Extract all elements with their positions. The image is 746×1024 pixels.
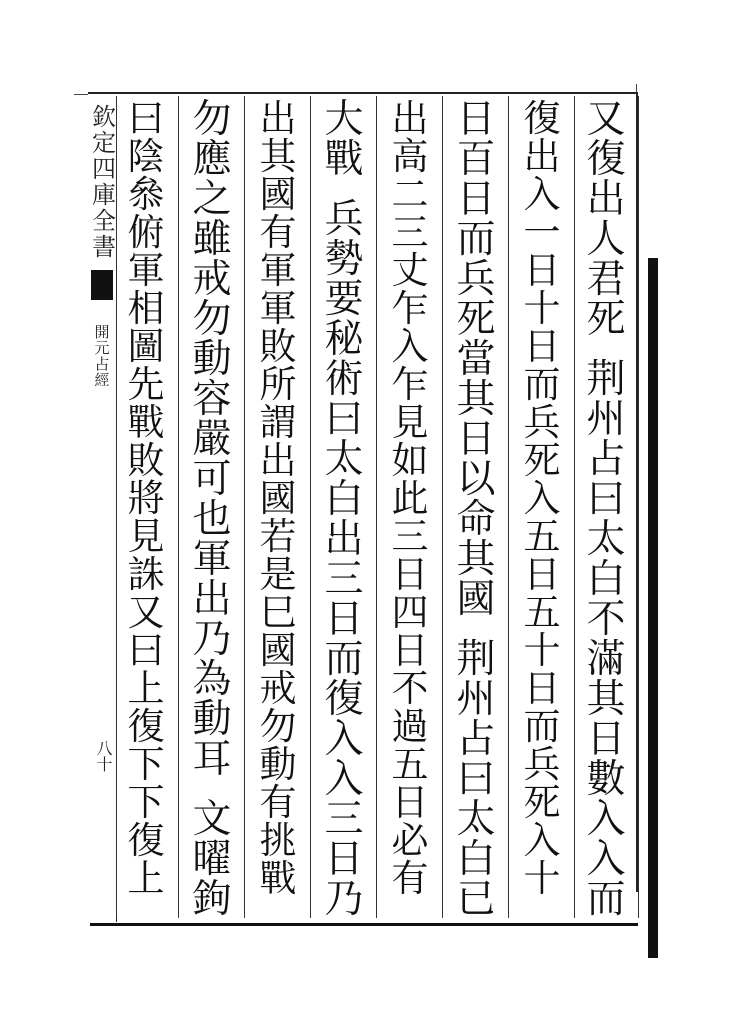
glyph: 相 (127, 287, 165, 330)
margin-chapter-title: 開元占經 (92, 324, 111, 388)
glyph: 陰 (127, 135, 165, 178)
page-edge-shadow (648, 258, 658, 958)
glyph: 上 (127, 857, 165, 900)
glyph: 曰 (127, 97, 165, 140)
glyph: 要 (324, 277, 364, 322)
glyph: 日 (456, 97, 496, 142)
glyph: 三 (391, 211, 429, 254)
glyph: 出 (192, 577, 232, 622)
glyph: 三 (391, 515, 429, 558)
glyph: 日 (456, 417, 496, 462)
glyph: 兵 (523, 401, 561, 444)
glyph: 不 (586, 597, 626, 642)
glyph: 其 (259, 135, 297, 178)
glyph: 一 (523, 211, 561, 254)
glyph: 三 (324, 797, 364, 842)
glyph: 軍 (127, 249, 165, 292)
text-segment (391, 97, 429, 900)
glyph: 以 (456, 457, 496, 502)
glyph: 四 (391, 591, 429, 634)
glyph: 其 (456, 377, 496, 422)
glyph: 敗 (127, 439, 165, 482)
glyph: 出 (523, 135, 561, 178)
glyph: 兵 (456, 257, 496, 302)
text-segment (192, 97, 232, 782)
crop-mark (636, 84, 637, 92)
glyph: 日 (324, 597, 364, 642)
glyph: 動 (192, 697, 232, 742)
glyph: 勿 (192, 297, 232, 342)
glyph: 太 (324, 437, 364, 482)
glyph: 兵 (324, 197, 364, 242)
text-segment (586, 357, 626, 922)
glyph: 見 (127, 515, 165, 558)
glyph: 入 (586, 797, 626, 842)
glyph: 入 (324, 717, 364, 762)
glyph: 十 (523, 629, 561, 672)
glyph: 滿 (586, 637, 626, 682)
glyph: 日 (523, 249, 561, 292)
glyph: 復 (523, 97, 561, 140)
frame-top-border (88, 92, 638, 94)
glyph: 術 (324, 357, 364, 402)
glyph: 出 (586, 177, 626, 222)
glyph: 白 (586, 557, 626, 602)
glyph: 入 (391, 325, 429, 368)
glyph: 圖 (127, 325, 165, 368)
glyph: 曰 (586, 477, 626, 522)
glyph: 復 (324, 677, 364, 722)
text-column (386, 97, 434, 920)
glyph: 州 (456, 677, 496, 722)
glyph: 下 (127, 781, 165, 824)
glyph: 戰 (259, 857, 297, 900)
glyph: 上 (127, 667, 165, 710)
fishtail-mark (91, 270, 113, 300)
glyph: 如 (391, 439, 429, 482)
glyph: 必 (391, 819, 429, 862)
glyph: 其 (586, 677, 626, 722)
glyph: 又 (127, 591, 165, 634)
glyph: 應 (192, 137, 232, 182)
glyph: 復 (127, 705, 165, 748)
glyph: 嚴 (192, 417, 232, 462)
glyph: 戒 (192, 257, 232, 302)
glyph: 二 (391, 173, 429, 216)
text-column (320, 97, 368, 922)
glyph: 日 (523, 667, 561, 710)
glyph: 入 (324, 757, 364, 802)
text-column (582, 97, 630, 922)
glyph: 有 (259, 781, 297, 824)
glyph: 所 (259, 363, 297, 406)
glyph: 入 (586, 837, 626, 882)
glyph: 州 (586, 397, 626, 442)
glyph: 叅 (127, 173, 165, 216)
text-column (188, 97, 236, 922)
glyph: 可 (192, 457, 232, 502)
text-column (452, 97, 500, 922)
glyph: 出 (391, 97, 429, 140)
glyph: 下 (127, 743, 165, 786)
glyph: 十 (523, 287, 561, 330)
glyph: 曰 (127, 629, 165, 672)
frame-bottom-border (90, 923, 638, 926)
text-column (122, 97, 170, 920)
margin-page-number: 八十 (94, 740, 113, 772)
glyph: 君 (586, 257, 626, 302)
glyph: 文 (192, 797, 232, 842)
glyph: 乍 (391, 287, 429, 330)
text-segment (127, 97, 165, 900)
glyph: 日 (523, 553, 561, 596)
glyph: 有 (391, 857, 429, 900)
text-segment (523, 97, 561, 900)
glyph: 日 (391, 553, 429, 596)
glyph: 動 (259, 743, 297, 786)
glyph: 太 (586, 517, 626, 562)
glyph: 戰 (127, 401, 165, 444)
glyph: 已 (456, 877, 496, 922)
text-column (518, 97, 566, 920)
glyph: 也 (192, 497, 232, 542)
glyph: 之 (192, 177, 232, 222)
glyph: 白 (324, 477, 364, 522)
crop-mark (74, 94, 88, 95)
margin-strip (88, 96, 117, 922)
text-segment (259, 97, 297, 900)
glyph: 日 (523, 325, 561, 368)
glyph: 挑 (259, 819, 297, 862)
glyph: 雖 (192, 217, 232, 262)
glyph: 五 (523, 515, 561, 558)
glyph: 誅 (127, 553, 165, 596)
glyph: 軍 (192, 537, 232, 582)
glyph: 荆 (456, 637, 496, 682)
glyph: 死 (456, 297, 496, 342)
glyph: 而 (456, 217, 496, 262)
glyph: 見 (391, 401, 429, 444)
column-rule (574, 96, 575, 918)
glyph: 占 (586, 437, 626, 482)
glyph: 而 (523, 363, 561, 406)
glyph: 國 (259, 173, 297, 216)
text-segment (324, 97, 364, 182)
glyph: 耳 (192, 737, 232, 782)
glyph: 五 (523, 591, 561, 634)
glyph: 占 (456, 717, 496, 762)
glyph: 軍 (259, 287, 297, 330)
glyph: 日 (324, 837, 364, 882)
glyph: 人 (586, 217, 626, 262)
glyph: 命 (456, 497, 496, 542)
glyph: 乍 (391, 363, 429, 406)
glyph: 戰 (324, 137, 364, 182)
glyph: 復 (127, 819, 165, 862)
glyph: 日 (586, 717, 626, 762)
glyph: 死 (523, 439, 561, 482)
glyph: 丈 (391, 249, 429, 292)
glyph: 出 (259, 97, 297, 140)
glyph: 當 (456, 337, 496, 382)
glyph: 數 (586, 757, 626, 802)
glyph: 出 (324, 517, 364, 562)
glyph: 勿 (192, 97, 232, 142)
column-rule (376, 96, 377, 918)
glyph: 復 (586, 137, 626, 182)
glyph: 其 (456, 537, 496, 582)
column-rule (178, 96, 179, 918)
margin-book-title: 欽定四庫全書 (87, 104, 116, 260)
glyph: 曰 (456, 757, 496, 802)
glyph: 太 (456, 797, 496, 842)
glyph: 過 (391, 705, 429, 748)
glyph: 此 (391, 477, 429, 520)
text-segment (456, 97, 496, 622)
column-rule (638, 96, 639, 918)
glyph: 敗 (259, 325, 297, 368)
glyph: 秘 (324, 317, 364, 362)
glyph: 死 (523, 781, 561, 824)
glyph: 乃 (192, 617, 232, 662)
glyph: 日 (391, 629, 429, 672)
glyph: 又 (586, 97, 626, 142)
glyph: 容 (192, 377, 232, 422)
glyph: 白 (456, 837, 496, 882)
glyph: 謂 (259, 401, 297, 444)
glyph: 死 (586, 297, 626, 342)
glyph: 日 (456, 177, 496, 222)
glyph: 是 (259, 553, 297, 596)
column-rule (244, 96, 245, 918)
glyph: 而 (586, 877, 626, 922)
glyph: 軍 (259, 249, 297, 292)
glyph: 鉤 (192, 877, 232, 922)
glyph: 曜 (192, 837, 232, 882)
glyph: 而 (523, 705, 561, 748)
glyph: 勢 (324, 237, 364, 282)
glyph: 百 (456, 137, 496, 182)
glyph: 若 (259, 515, 297, 558)
text-segment (192, 797, 232, 922)
glyph: 勿 (259, 705, 297, 748)
column-rule (442, 96, 443, 918)
glyph: 日 (391, 781, 429, 824)
glyph: 十 (523, 857, 561, 900)
glyph: 入 (523, 173, 561, 216)
column-rule (508, 96, 509, 918)
glyph: 而 (324, 637, 364, 682)
text-segment (324, 197, 364, 922)
glyph: 先 (127, 363, 165, 406)
glyph: 出 (259, 439, 297, 482)
glyph: 戒 (259, 667, 297, 710)
glyph: 曰 (324, 397, 364, 442)
glyph: 國 (259, 477, 297, 520)
glyph: 荆 (586, 357, 626, 402)
glyph: 三 (324, 557, 364, 602)
text-segment (586, 97, 626, 342)
glyph: 五 (391, 743, 429, 786)
glyph: 巳 (259, 591, 297, 634)
glyph: 動 (192, 337, 232, 382)
text-segment (456, 637, 496, 922)
glyph: 乃 (324, 877, 364, 922)
column-rule (310, 96, 311, 918)
glyph: 入 (523, 819, 561, 862)
glyph: 俯 (127, 211, 165, 254)
glyph: 有 (259, 211, 297, 254)
glyph: 不 (391, 667, 429, 710)
glyph: 入 (523, 477, 561, 520)
glyph: 高 (391, 135, 429, 178)
glyph: 大 (324, 97, 364, 142)
glyph: 國 (259, 629, 297, 672)
glyph: 為 (192, 657, 232, 702)
glyph: 國 (456, 577, 496, 622)
text-column (254, 97, 302, 920)
glyph: 將 (127, 477, 165, 520)
column-rule (116, 96, 117, 918)
glyph: 兵 (523, 743, 561, 786)
